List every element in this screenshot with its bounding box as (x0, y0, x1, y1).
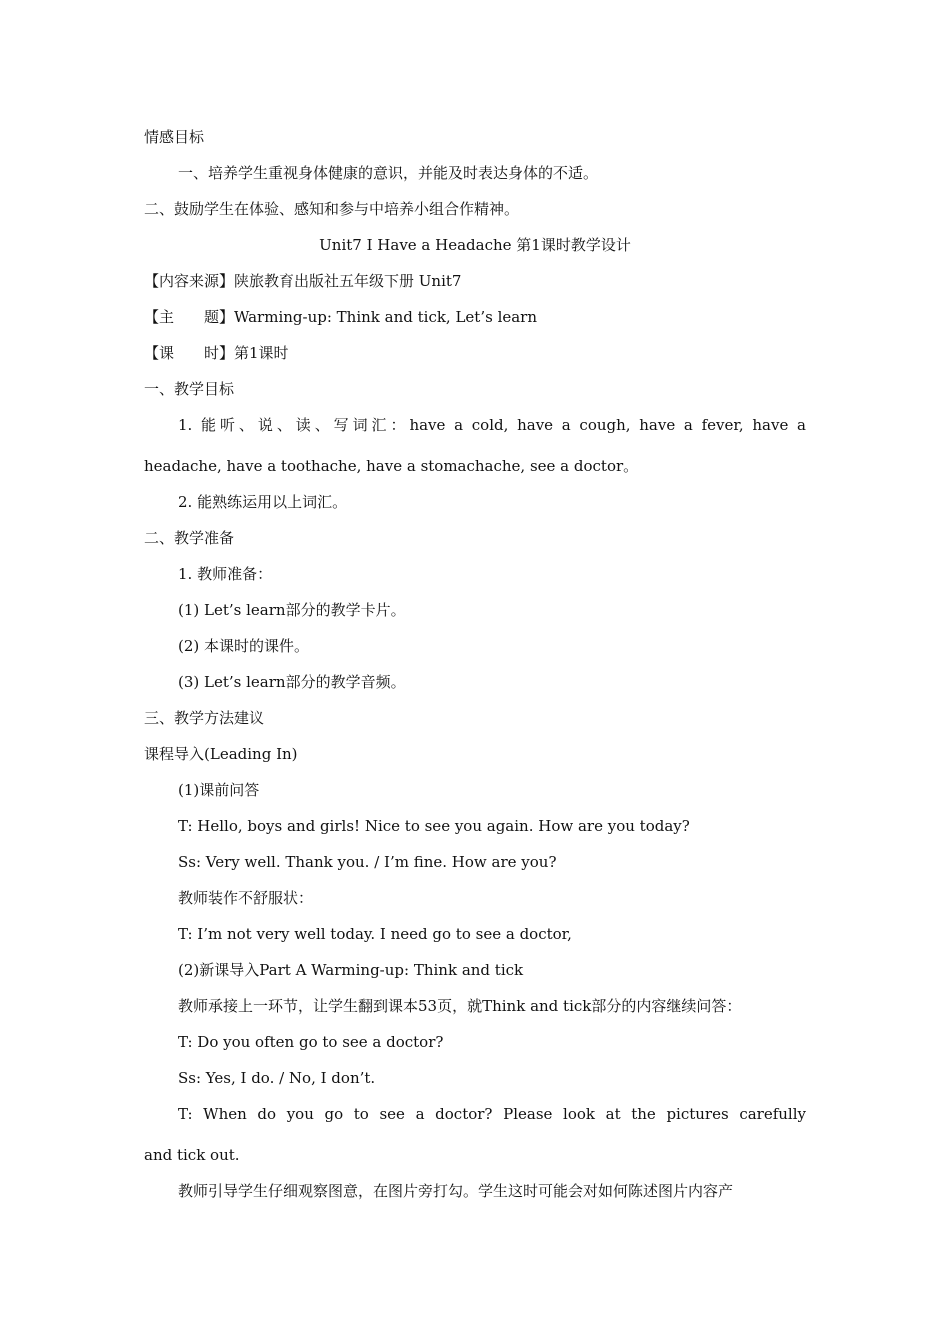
dialogue-line-wrapped: T: When do you go to see a doctor? Please look at the pictures carefully (178, 1105, 806, 1123)
teacher-preparation: 1. 教师准备： (178, 565, 273, 583)
heading-emotional-goals: 情感目标 (144, 128, 205, 146)
preparation-item-3: (3) Let’s learn部分的教学音频。 (178, 673, 406, 691)
dialogue-line: T: Do you often go to see a doctor? (178, 1033, 444, 1051)
preparation-item-1: (1) Let’s learn部分的教学卡片。 (178, 601, 406, 619)
instruction-line: 教师引导学生仔细观察图意，在图片旁打勾。学生这时可能会对如何陈述图片内容产 (178, 1182, 734, 1200)
heading-leading-in: 课程导入(Leading In) (144, 745, 298, 763)
objective-1-line-1: 1. 能听、说、读、写词汇：have a cold, have a cough, have a fever, have a (178, 416, 806, 434)
step-pre-class-qa: (1)课前问答 (178, 781, 260, 799)
step-new-lesson: (2)新课导入Part A Warming-up: Think and tick (178, 961, 524, 979)
dialogue-line-continued: and tick out. (144, 1146, 240, 1164)
heading-teaching-objectives: 一、教学目标 (144, 380, 235, 398)
dialogue-line: T: I’m not very well today. I need go to see a doctor, (178, 925, 572, 943)
lesson-period: 【课 时】第1课时 (144, 344, 289, 362)
topic: 【主 题】Warming-up: Think and tick, Let’s learn (144, 308, 538, 326)
heading-teaching-preparation: 二、教学准备 (144, 529, 235, 547)
preparation-item-2: (2) 本课时的课件。 (178, 637, 310, 655)
paragraph-goal-2: 二、鼓励学生在体验、感知和参与中培养小组合作精神。 (144, 200, 520, 218)
paragraph-goal-1: 一、培养学生重视身体健康的意识，并能及时表达身体的不适。 (178, 164, 599, 182)
dialogue-line: Ss: Yes, I do. / No, I don’t. (178, 1069, 376, 1087)
content-source: 【内容来源】陕旅教育出版社五年级下册 Unit7 (144, 272, 462, 290)
objective-2: 2. 能熟练运用以上词汇。 (178, 493, 348, 511)
objective-1-line-2: headache, have a toothache, have a stomachache, see a doctor。 (144, 457, 639, 475)
document-title: Unit7 I Have a Headache 第1课时教学设计 (319, 236, 631, 254)
dialogue-line: T: Hello, boys and girls! Nice to see you again. How are you today? (178, 817, 690, 835)
instruction-line: 教师承接上一环节，让学生翻到课本53页，就Think and tick部分的内容继续问答： (178, 997, 742, 1015)
heading-teaching-methods: 三、教学方法建议 (144, 709, 265, 727)
dialogue-line: Ss: Very well. Thank you. / I’m fine. How are you? (178, 853, 557, 871)
instruction-line: 教师装作不舒服状： (178, 889, 314, 907)
